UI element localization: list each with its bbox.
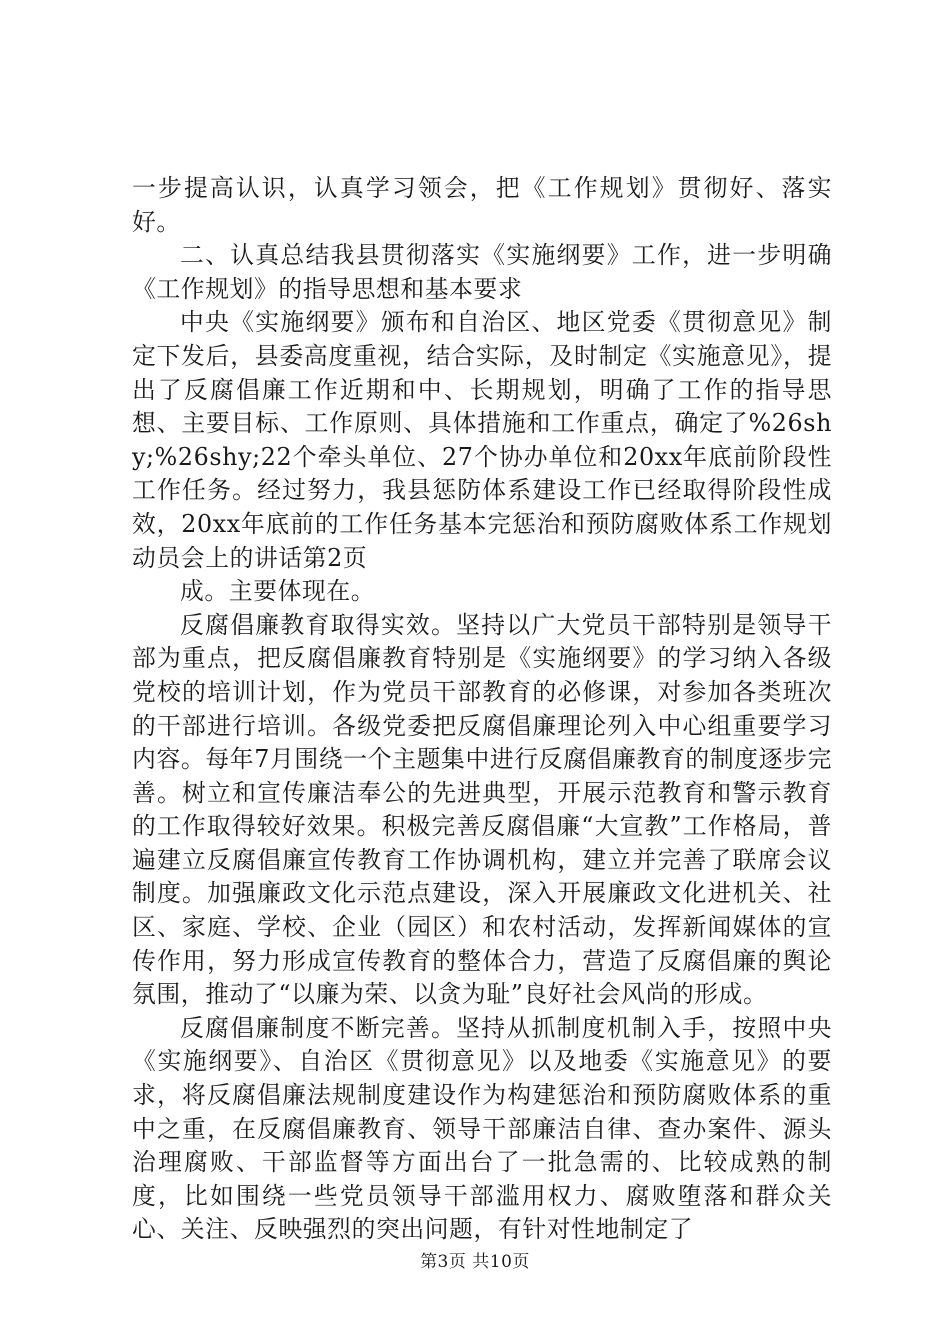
section-heading: 二、认真总结我县贯彻落实《实施纲要》工作，进一步明确《工作规划》的指导思想和基本要求 [132,241,832,303]
paragraph: 反腐倡廉制度不断完善。坚持从抓制度机制入手，按照中央《实施纲要》、自治区《贯彻意见》以及地委《实施意见》的要求，将反腐倡廉法规制度建设作为构建惩治和预防腐败体系的重中之重，在反腐倡廉教育、领导干部廉洁自律、查办案件、源头治理腐败、干部监督等方面出台了一批急需的、比较成熟的制度，比如围绕一些党员领导干部滥用权力、腐败堕落和群众关心、关注、反映强烈的突出问题，有针对性地制定了 [132,1013,832,1244]
paragraph-continuation: 一步提高认识，认真学习领会，把《工作规划》贯彻好、落实好。 [132,174,832,236]
document-body [132,172,832,1247]
page-footer: 第3页 共10页 [420,1252,530,1272]
paragraph: 中央《实施纲要》颁布和自治区、地区党委《贯彻意见》制定下发后，县委高度重视，结合实际，及时制定《实施意见》，提出了反腐倡廉工作近期和中、长期规划，明确了工作的指导思想、主要目标、工作原则、具体措施和工作重点，确定了%26shy;%26shy;22个牵头单位、27个协办单位和20xx年底前阶段性工作任务。经过努力，我县惩防体系建设工作已经取得阶段性成效，20xx年底前的工作任务基本完惩治和预防腐败体系工作规划动员会上的讲话第2页 [132,308,832,572]
paragraph: 反腐倡廉教育取得实效。坚持以广大党员干部特别是领导干部为重点，把反腐倡廉教育特别是《实施纲要》的学习纳入各级党校的培训计划，作为党员干部教育的必修课，对参加各类班次的干部进行培训。各级党委把反腐倡廉理论列入中心组重要学习内容。每年7月围绕一个主题集中进行反腐倡廉教育的制度逐步完善。树立和宣传廉洁奉公的先进典型，开展示范教育和警示教育的工作取得较好效果。积极完善反腐倡廉“大宣教”工作格局，普遍建立反腐倡廉宣传教育工作协调机构，建立并完善了联席会议制度。加强廉政文化示范点建设，深入开展廉政文化进机关、社区、家庭、学校、企业（园区）和农村活动，发挥新闻媒体的宣传作用，努力形成宣传教育的整体合力，营造了反腐倡廉的舆论氛围，推动了“以廉为荣、以贪为耻”良好社会风尚的形成。 [132,610,832,1009]
paragraph: 成。主要体现在。 [180,577,376,606]
